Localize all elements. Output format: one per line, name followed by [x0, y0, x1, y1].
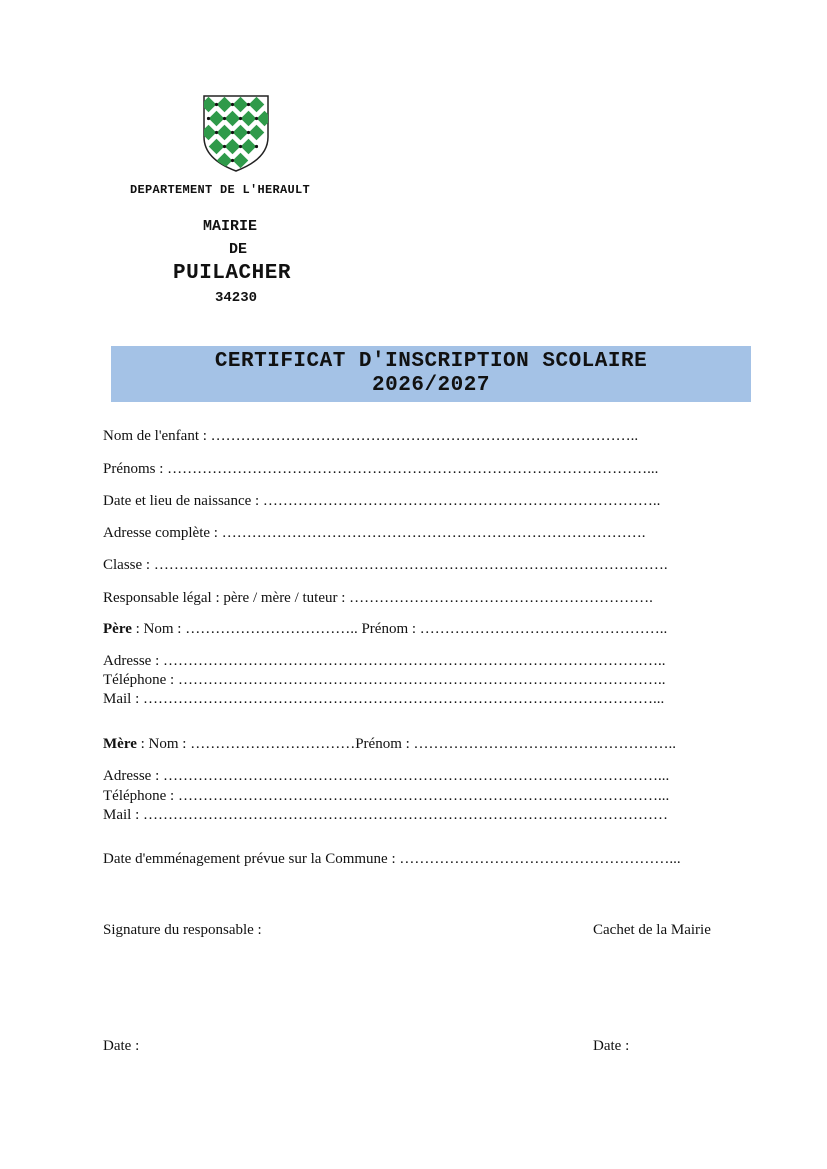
field-responsable-legal: Responsable légal : père / mère / tuteur : ……………………………………………………. — [103, 590, 653, 606]
field-mere-telephone: Téléphone : ……………………………………………………………………………………... — [103, 788, 670, 804]
field-pere-mail: Mail : …………………………………………………………………………………………... — [103, 691, 665, 707]
title-banner — [111, 346, 751, 402]
mairie-label: MAIRIE — [203, 218, 258, 235]
school-year: 2026/2027 — [372, 374, 490, 397]
field-classe: Classe : …………………………………………………………………………………………. — [103, 557, 668, 573]
date-right-label: Date : — [593, 1038, 630, 1054]
coat-of-arms-logo — [201, 93, 271, 173]
field-nom-enfant: Nom de l'enfant : ………………………………………………………………………….. — [103, 428, 639, 444]
department-label: DEPARTEMENT DE L'HERAULT — [130, 183, 311, 197]
pere-label: Père — [103, 621, 132, 637]
field-mere-adresse: Adresse : ………………………………………………………………………………………... — [103, 768, 670, 784]
commune-name: PUILACHER — [173, 262, 291, 285]
mere-nom-prenom-text: : Nom : ……………………………Prénom : …………………………………………….. — [136, 736, 677, 752]
field-mere-nom-prenom — [103, 736, 676, 753]
field-adresse-complete: Adresse complète : …………………………………………………………………………. — [103, 525, 646, 541]
field-pere-telephone: Téléphone : …………………………………………………………………………………….. — [103, 672, 666, 688]
mere-label: Mère — [103, 736, 137, 752]
field-prenoms: Prénoms : ……………………………………………………………………………………... — [103, 461, 659, 477]
document-title: CERTIFICAT D'INSCRIPTION SCOLAIRE — [214, 350, 648, 373]
field-pere-adresse: Adresse : ……………………………………………………………………………………….. — [103, 653, 666, 669]
de-label: DE — [229, 241, 248, 258]
date-left-label: Date : — [103, 1038, 140, 1054]
signature-responsable-label: Signature du responsable : — [103, 922, 262, 938]
cachet-mairie-label: Cachet de la Mairie — [593, 922, 711, 938]
field-mere-mail: Mail : …………………………………………………………………………………………… — [103, 807, 668, 823]
postal-code: 34230 — [215, 290, 258, 306]
pere-nom-prenom-text: : Nom : …………………………….. Prénom : ………………………………………….. — [131, 621, 668, 637]
field-date-emmenagement: Date d'emménagement prévue sur la Commune : ………………………………………………... — [103, 851, 681, 867]
field-pere-nom-prenom — [103, 621, 667, 638]
field-date-lieu-naissance: Date et lieu de naissance : …………………………………………………………………….. — [103, 493, 661, 509]
